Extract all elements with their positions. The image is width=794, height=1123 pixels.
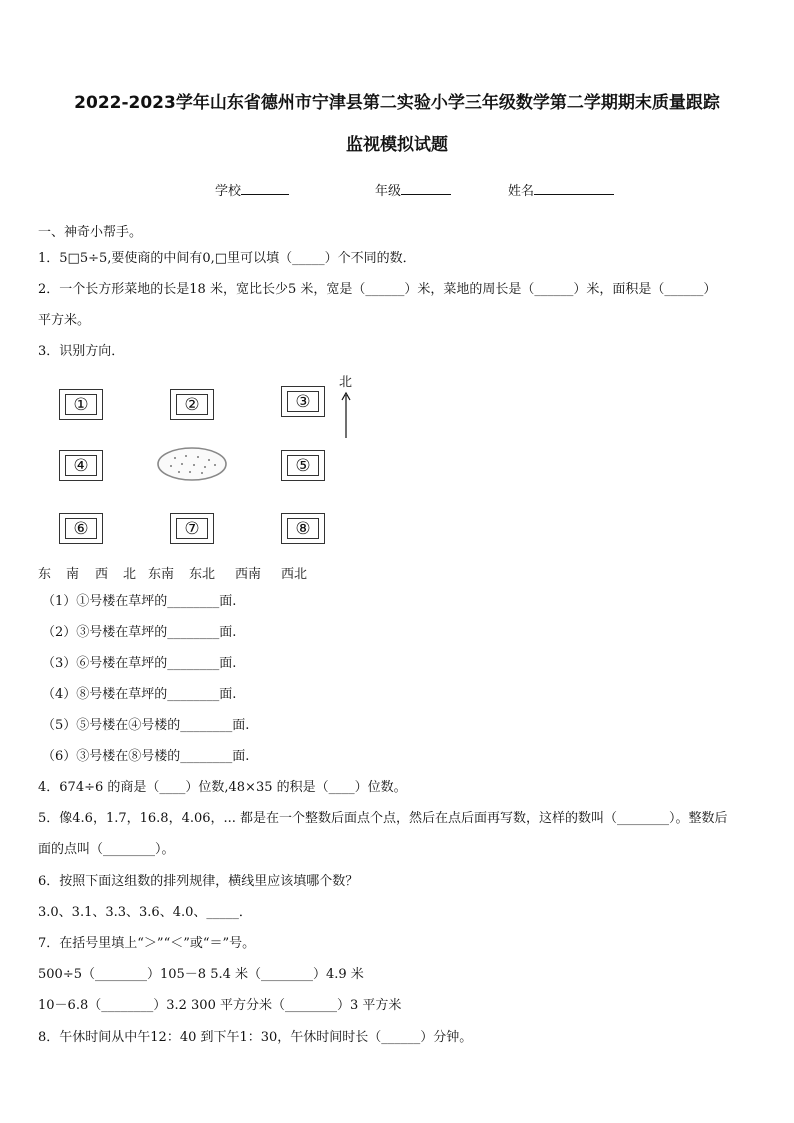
question-8: 8．午休时间从中午12：40 到下午1：30，午休时间时长（______）分钟。 xyxy=(38,1030,473,1045)
north-arrow-icon xyxy=(340,390,352,440)
direction-word: 西 xyxy=(95,567,109,582)
school-blank[interactable] xyxy=(241,182,289,195)
direction-word: 东北 xyxy=(189,567,216,582)
question-3: 3．识别方向． xyxy=(38,344,125,359)
school-field xyxy=(215,180,289,199)
building-box-1 xyxy=(59,389,103,420)
exam-title-line2: 监视模拟试题 xyxy=(346,135,448,155)
building-box-4 xyxy=(59,450,103,481)
name-label: 姓名 xyxy=(508,184,535,199)
question-3-sub-6: （6）③号楼在⑧号楼的________面. xyxy=(42,749,250,764)
question-4: 4．674÷6 的商是（____）位数,48×35 的积是（____）位数。 xyxy=(38,780,407,795)
building-box-6 xyxy=(59,513,103,544)
building-label-8: ⑧ xyxy=(287,518,319,539)
building-label-7: ⑦ xyxy=(176,518,208,539)
direction-word: 东南 xyxy=(148,567,175,582)
building-box-7 xyxy=(170,513,214,544)
direction-word: 西南 xyxy=(235,567,262,582)
building-box-5 xyxy=(281,450,325,481)
building-box-3 xyxy=(281,386,325,417)
building-label-2: ② xyxy=(176,394,208,415)
question-1: 1．5□5÷5,要使商的中间有0,□里可以填（_____）个不同的数． xyxy=(38,251,416,266)
question-3-sub-1: （1）①号楼在草坪的________面. xyxy=(42,594,237,609)
direction-word: 西北 xyxy=(281,567,308,582)
question-3-sub-2: （2）③号楼在草坪的________面. xyxy=(42,625,237,640)
direction-word: 东 xyxy=(38,567,52,582)
direction-word: 南 xyxy=(66,567,80,582)
question-6-line1: 6．按照下面这组数的排列规律，横线里应该填哪个数？ xyxy=(38,874,359,889)
question-5-line1: 5．像4.6，1.7，16.8，4.06，... 都是在一个整数后面点个点，然后在点后面再写数，这样的数叫（________）。整数后 xyxy=(38,811,728,826)
grade-field xyxy=(375,180,451,199)
building-label-5: ⑤ xyxy=(287,455,319,476)
building-box-8 xyxy=(281,513,325,544)
building-label-3: ③ xyxy=(287,391,319,412)
school-label: 学校 xyxy=(215,184,242,199)
question-3-sub-4: （4）⑧号楼在草坪的________面. xyxy=(42,687,237,702)
building-label-4: ④ xyxy=(65,455,97,476)
question-2-line2: 平方米。 xyxy=(38,313,91,328)
building-label-1: ① xyxy=(65,394,97,415)
name-blank[interactable] xyxy=(534,182,614,195)
lawn-ellipse xyxy=(155,445,231,483)
question-2-line1: 2．一个长方形菜地的长是18 米，宽比长少5 米，宽是（______）米，菜地的周长是（______）米，面积是（______） xyxy=(38,282,717,297)
building-box-2 xyxy=(170,389,214,420)
exam-title-line1: 2022-2023学年山东省德州市宁津县第二实验小学三年级数学第二学期期末质量跟踪 xyxy=(74,93,720,113)
question-7-row2: 10－6.8（________）3.2 300 平方分米（________）3 平方米 xyxy=(38,998,402,1013)
name-field xyxy=(508,180,614,199)
north-label: 北 xyxy=(339,375,353,390)
grade-blank[interactable] xyxy=(401,182,451,195)
question-7-row1: 500÷5（________）105－8 5.4 米（________）4.9 米 xyxy=(38,967,364,982)
question-3-sub-3: （3）⑥号楼在草坪的________面. xyxy=(42,656,237,671)
direction-word: 北 xyxy=(123,567,137,582)
question-6-line2: 3.0、3.1、3.3、3.6、4.0、_____． xyxy=(38,905,252,920)
building-label-6: ⑥ xyxy=(65,518,97,539)
question-5-line2: 面的点叫（________）。 xyxy=(38,842,175,857)
question-3-sub-5: （5）⑤号楼在④号楼的________面. xyxy=(42,718,250,733)
grade-label: 年级 xyxy=(375,184,402,199)
section-heading: 一、神奇小帮手。 xyxy=(38,225,143,240)
question-7: 7．在括号里填上“＞”“＜”或“＝”号。 xyxy=(38,936,256,951)
